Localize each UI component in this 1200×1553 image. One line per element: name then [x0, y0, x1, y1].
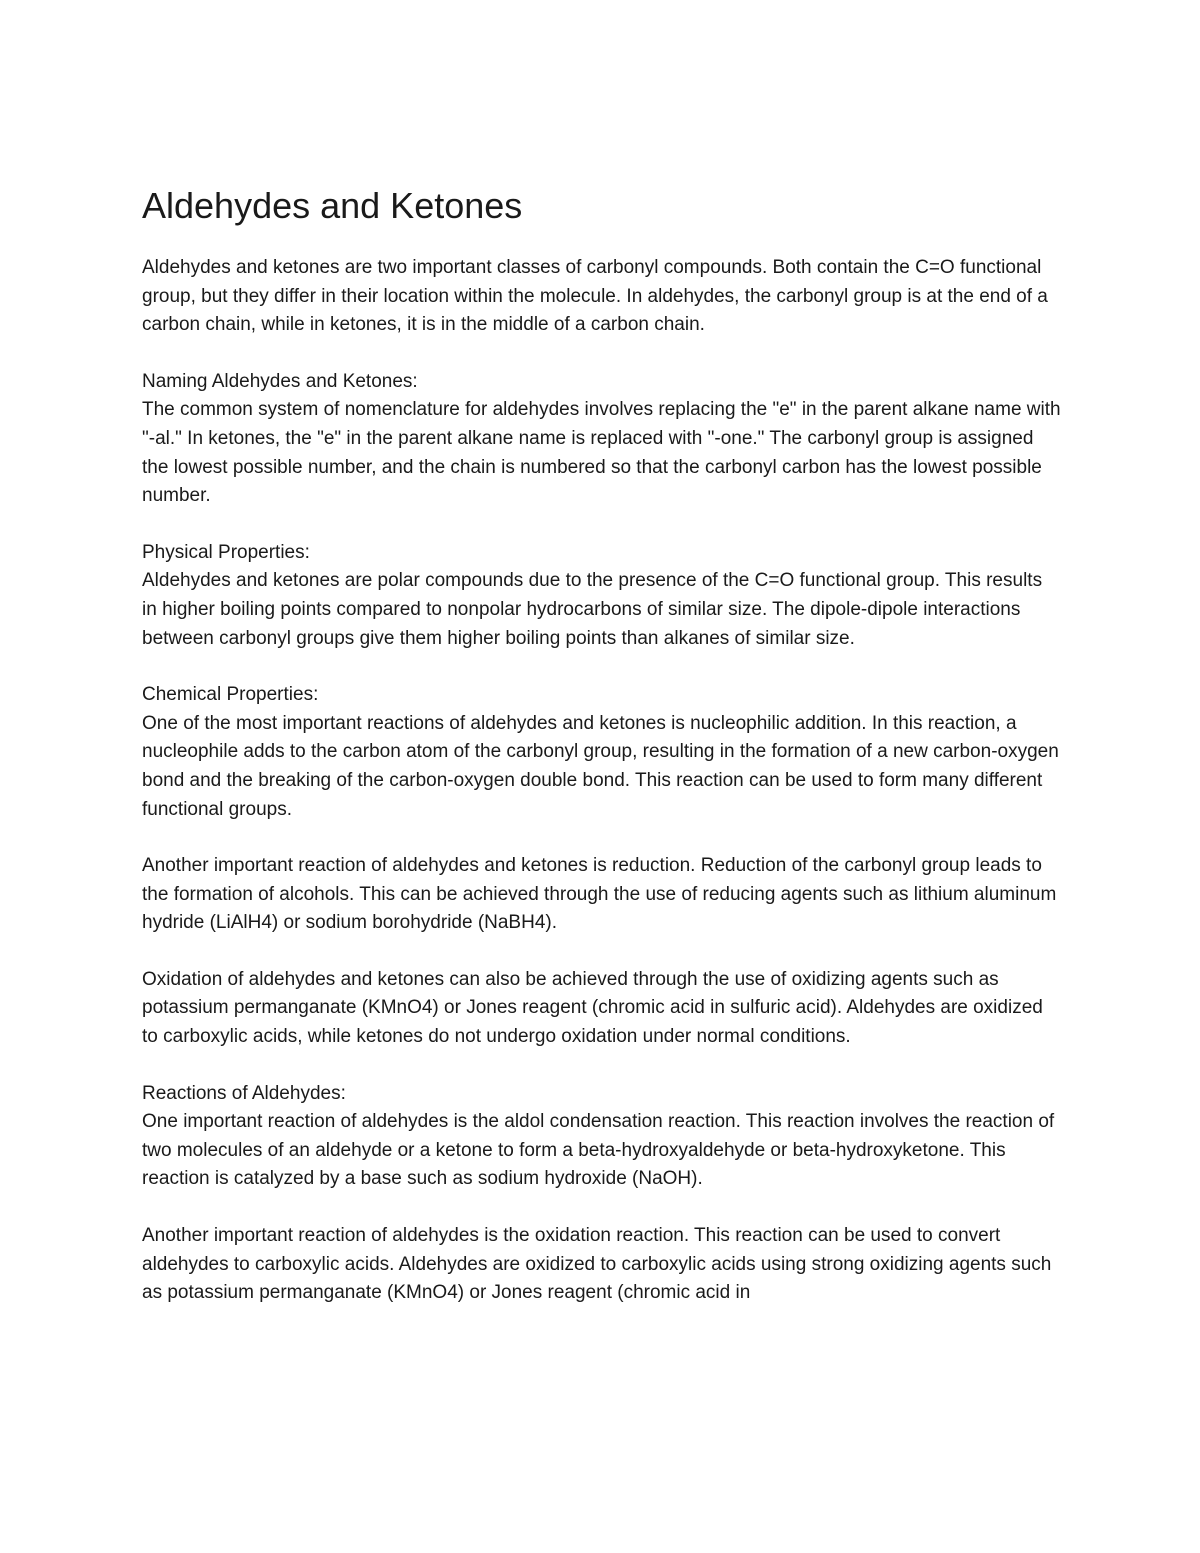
oxidation-section	[142, 966, 1062, 1052]
reduction-paragraph: Another important reaction of aldehydes and ketones is reduction. Reduction of the carbonyl group leads to the formation of alcohols. This can be achieved through the use of reducing agents such as lithium aluminum hydride (LiAlH4) or sodium borohydride (NaBH4).	[142, 855, 1057, 934]
reduction-section	[142, 852, 1062, 938]
naming-paragraph: The common system of nomenclature for aldehydes involves replacing the "e" in the parent alkane name with "-al." In ketones, the "e" in the parent alkane name is replaced with "-one." The carbonyl group is assigned the lowest possible number, and the chain is numbered so that the carbonyl carbon has the lowest possible number.	[142, 399, 1061, 507]
physical-properties-section	[142, 539, 1062, 653]
intro-paragraph: Aldehydes and ketones are two important classes of carbonyl compounds. Both contain the C=O functional group, but they differ in their location within the molecule. In aldehydes, the carbonyl group is at the end of a carbon chain, while in ketones, it is in the middle of a carbon chain.	[142, 257, 1048, 336]
physical-properties-paragraph: Aldehydes and ketones are polar compounds due to the presence of the C=O functional group. This results in higher boiling points compared to nonpolar hydrocarbons of similar size. The dipole-dipole interactions between carbonyl groups give them higher boiling points than alkanes of similar size.	[142, 570, 1043, 649]
reactions-of-aldehydes-section	[142, 1080, 1062, 1194]
chemical-properties-section	[142, 681, 1062, 824]
document-body	[142, 180, 1062, 1336]
reactions-of-aldehydes-heading: Reactions of Aldehydes:	[142, 1082, 346, 1104]
oxidation-reaction-paragraph: Another important reaction of aldehydes is the oxidation reaction. This reaction can be used to convert aldehydes to carboxylic acids. Aldehydes are oxidized to carboxylic acids using strong oxidizing agents such as potassium permanganate (KMnO4) or Jones reagent (chromic acid in	[142, 1225, 1052, 1304]
naming-heading: Naming Aldehydes and Ketones:	[142, 370, 418, 392]
chemical-properties-heading: Chemical Properties:	[142, 684, 319, 706]
oxidation-paragraph: Oxidation of aldehydes and ketones can also be achieved through the use of oxidizing agents such as potassium permanganate (KMnO4) or Jones reagent (chromic acid in sulfuric acid). Aldehydes are oxidized to carboxylic acids, while ketones do not undergo oxidation under normal conditions.	[142, 968, 1043, 1048]
intro-section	[142, 254, 1062, 340]
reactions-of-aldehydes-paragraph: One important reaction of aldehydes is the aldol condensation reaction. This reaction involves the reaction of two molecules of an aldehyde or a ketone to form a beta-hydroxyaldehyde or beta-hydroxyketone. This reaction is catalyzed by a base such as sodium hydroxide (NaOH).	[142, 1111, 1055, 1190]
naming-section	[142, 368, 1062, 511]
physical-properties-heading: Physical Properties:	[142, 541, 310, 563]
chemical-properties-paragraph: One of the most important reactions of aldehydes and ketones is nucleophilic addition. In this reaction, a nucleophile adds to the carbon atom of the carbonyl group, resulting in the formation of a new carbon-oxygen bond and the breaking of the carbon-oxygen double bond. This reaction can be used to form many different functional groups.	[142, 712, 1059, 820]
page-title: Aldehydes and Ketones	[142, 185, 523, 226]
oxidation-reaction-section	[142, 1222, 1062, 1308]
